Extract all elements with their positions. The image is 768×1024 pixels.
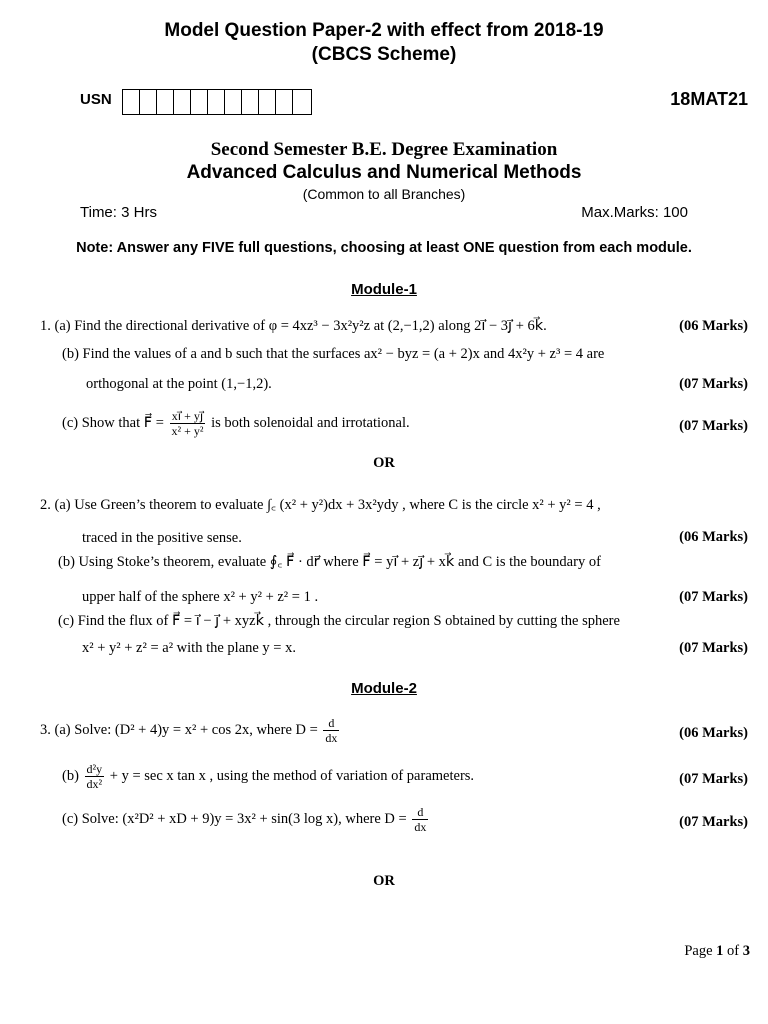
course-code: 18MAT21 <box>670 89 748 109</box>
fraction-numerator: d <box>412 805 428 820</box>
q2a-text-cont: traced in the positive sense. <box>82 530 242 546</box>
usn-boxes <box>122 89 312 115</box>
q1b-marks: (07 Marks) <box>679 376 748 392</box>
fraction-denominator: dx² <box>86 777 103 791</box>
q2b-text-cont: upper half of the sphere x² + y² + z² = 1 . <box>82 589 319 605</box>
q2a-marks: (06 Marks) <box>679 529 748 545</box>
exam-title: Second Semester B.E. Degree Examination <box>210 139 558 160</box>
usn-box <box>225 90 242 114</box>
q3b-text <box>62 762 474 791</box>
usn-box <box>293 90 311 114</box>
fraction-denominator: dx <box>325 731 338 745</box>
page-current: 1 <box>716 943 724 959</box>
q3c-prefix: (c) Solve: (x²D² + xD + 9)y = 3x² + sin(3 log x), where D = <box>62 810 407 827</box>
q2a-text: 2. (a) Use Green’s theorem to evaluate ∫꜀ (x² + y²)dx + 3x²ydy , where C is the circle x² + y² = 4 , <box>40 497 601 513</box>
time-label: Time: 3 Hrs <box>80 204 157 221</box>
fraction-denominator: x² + y² <box>171 424 204 438</box>
usn-box <box>259 90 276 114</box>
q1b-text: (b) Find the values of a and b such that the surfaces ax² − byz = (a + 2)x and 4x²y + z³ = 4 are <box>62 346 605 362</box>
usn-box <box>174 90 191 114</box>
q1c-suffix: is both solenoidal and irrotational. <box>211 414 410 431</box>
page-total: 3 <box>742 943 750 959</box>
q2c-text: (c) Find the flux of F⃗ = i⃗ − j⃗ + xyzk⃗ , through the circular region S obtained by cutting the sphere <box>58 613 620 629</box>
common-note: (Common to all Branches) <box>302 186 466 202</box>
usn-box <box>191 90 208 114</box>
q3b-marks: (07 Marks) <box>679 771 748 787</box>
instructions-note: Note: Answer any FIVE full questions, choosing at least ONE question from each module. <box>76 240 692 256</box>
fraction <box>85 762 105 791</box>
fraction-denominator: dx <box>414 820 427 834</box>
q3b-prefix: (b) <box>62 767 79 784</box>
usn-label: USN <box>80 91 112 108</box>
fraction <box>170 409 206 438</box>
fraction-numerator: d²y <box>86 762 103 776</box>
q1c-text <box>62 409 410 438</box>
or-separator: OR <box>373 455 395 471</box>
q1c-prefix: (c) Show that F⃗ = <box>62 414 164 431</box>
fraction <box>323 716 339 745</box>
q2c-text-cont: x² + y² + z² = a² with the plane y = x. <box>82 640 296 656</box>
fraction-numerator: xi⃗ + yj⃗ <box>170 409 206 424</box>
usn-box <box>242 90 259 114</box>
q1a-text: 1. (a) Find the directional derivative of φ = 4xz³ − 3x²y²z at (2,−1,2) along 2i⃗ − 3j⃗ + 6k⃗. <box>40 318 547 334</box>
module-heading: Module-1 <box>351 281 417 298</box>
q3c-marks: (07 Marks) <box>679 814 748 830</box>
page-prefix: Page <box>684 943 717 959</box>
q3c-text <box>62 805 430 834</box>
usn-box <box>276 90 293 114</box>
subject-title: Advanced Calculus and Numerical Methods <box>186 162 582 183</box>
usn-box <box>123 90 140 114</box>
or-separator: OR <box>373 873 395 889</box>
q2b-marks: (07 Marks) <box>679 589 748 605</box>
scheme-title: (CBCS Scheme) <box>311 44 457 65</box>
q1a-marks: (06 Marks) <box>679 318 748 334</box>
usn-box <box>208 90 225 114</box>
q1c-marks: (07 Marks) <box>679 418 748 434</box>
paper-title: Model Question Paper-2 with effect from 2018-19 <box>164 20 604 41</box>
fraction-numerator: d <box>323 716 339 731</box>
q2c-marks: (07 Marks) <box>679 640 748 656</box>
q3a-prefix: 3. (a) Solve: (D² + 4)y = x² + cos 2x, where D = <box>40 721 318 738</box>
module-heading: Module-2 <box>351 680 417 697</box>
max-marks-label: Max.Marks: 100 <box>581 204 688 221</box>
q1b-text-cont: orthogonal at the point (1,−1,2). <box>86 376 272 392</box>
page-mid: of <box>723 943 743 959</box>
q3b-suffix: + y = sec x tan x , using the method of variation of parameters. <box>109 767 475 784</box>
fraction <box>412 805 428 834</box>
q3a-marks: (06 Marks) <box>679 725 748 741</box>
q3a-text <box>40 716 341 745</box>
page-number <box>600 943 750 960</box>
usn-box <box>140 90 157 114</box>
q2b-text: (b) Using Stoke’s theorem, evaluate ∮꜀ F⃗ · dr⃗ where F⃗ = yi⃗ + zj⃗ + xk⃗ and C is the boundary of <box>58 554 601 570</box>
usn-box <box>157 90 174 114</box>
